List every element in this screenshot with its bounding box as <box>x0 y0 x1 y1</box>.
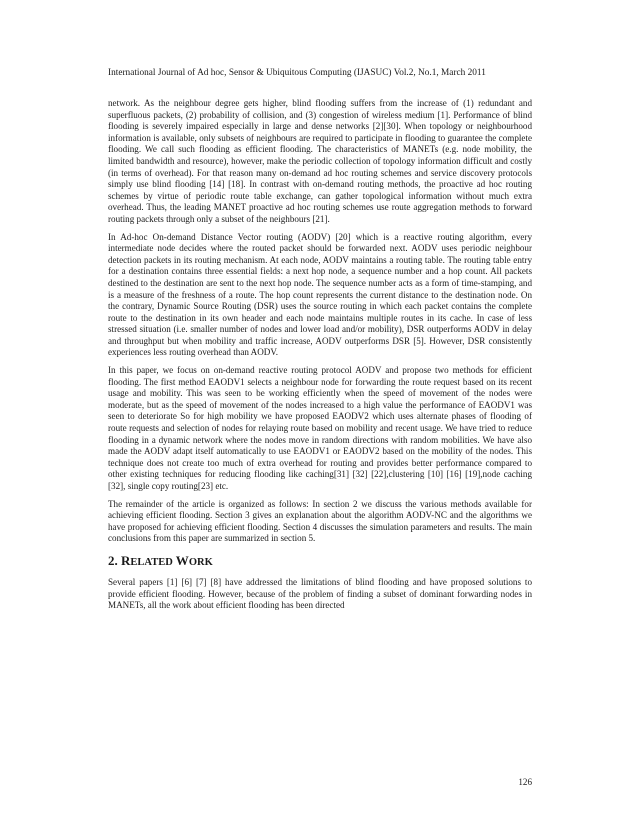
article-body <box>108 98 532 618</box>
heading-part-work: ORK <box>188 556 213 568</box>
paragraph-aodv-dsr: In Ad-hoc On-demand Distance Vector routing (AODV) [20] which is a reactive routing algorithm, every intermediate node decides where the routed packet should be forwarded next. AODV uses periodic neighbour detection packets in its routing mechanism. At each node, AODV maintains a routing table. The routing table entry for a destination contains three essential fields: a next hop node, a sequence number and a hop count. All packets destined to the destination are sent to the next hop node. The sequence number acts as a form of time-stamping, and is a measure of the freshness of a route. The hop count represents the current distance to the destination node. On the contrary, Dynamic Source Routing (DSR) uses the source routing in which each packet contains the complete route to the destination in its own header and each node maintains multiple routes in its cache. In case of less stressed situation (i.e. smaller number of nodes and lower load and/or mobility), DSR outperforms AODV in delay and throughput but when mobility and traffic increase, AODV outperforms DSR [5]. However, DSR consistently experiences less routing overhead than AODV. <box>108 231 532 358</box>
heading-part-initial-w: W <box>172 552 189 568</box>
paragraph-article-organization: The remainder of the article is organized as follows: In section 2 we discuss the various methods available for achieving efficient flooding. Section 3 gives an explanation about the algorithm AODV-NC and the algorithms we have proposed for achieving efficient flooding. Section 4 discusses the simulation parameters and results. The main conclusions from this paper are summarized in section 5. <box>108 498 532 544</box>
heading-part-related: ELATED <box>130 556 173 568</box>
paragraph-proposed-methods: In this paper, we focus on on-demand reactive routing protocol AODV and propose two methods for efficient flooding. The first method EAODV1 selects a neighbour node for forwarding the route request based on its recent usage and mobility. This was seen to be working efficiently when the speed of movement of the nodes were moderate, but as the speed of movement of the nodes increased to a high value the performance of EAODV1 was seen to deteriorate So for high mobility we have proposed EAODV2 which uses alternate phases of flooding of route requests and selection of nodes for relaying route based on mobility and recent usage. We have tried to reduce flooding in a dynamic network where the nodes move in random directions with random mobilities. We have also made the AODV adapt itself automatically to use EAODV1 or EAODV2 based on the mobility of the nodes. This technique does not create too much of extra overhead for routing and provides better performance compared to other existing techniques for reducing flooding like caching[31] [32] [22],clustering [10] [16] [19],node caching [32], single copy routing[23] etc. <box>108 365 532 491</box>
heading-part-number: 2. R <box>108 552 131 568</box>
running-header: International Journal of Ad hoc, Sensor & Ubiquitous Computing (IJASUC) Vol.2, No.1, March 2011 <box>108 68 486 78</box>
paragraph-flooding-background: network. As the neighbour degree gets higher, blind flooding suffers from the increase of (1) redundant and superfluous packets, (2) probability of collision, and (3) congestion of wireless medium [1]. Performance of blind flooding is severely impaired especially in large and dense networks [2][30]. When topology or neighbourhood information is available, only subsets of neighbours are required to participate in flooding to guarantee the complete flooding. We call such flooding as efficient flooding. The characteristics of MANETs (e.g. node mobility, the limited bandwidth and resource), however, make the periodic collection of topology information difficult and costly (in terms of overhead). For that reason many on-demand ad hoc routing schemes and service discovery protocols simply use blind flooding [14] [18]. In contrast with on-demand routing methods, the proactive ad hoc routing schemes by virtue of periodic route table exchange, can gather topological information without much extra overhead. Thus, the leading MANET proactive ad hoc routing schemes use route aggregation methods to forward routing packets through only a subset of the neighbours [21]. <box>108 98 532 224</box>
paragraph-related-work: Several papers [1] [6] [7] [8] have addressed the limitations of blind flooding and have proposed solutions to provide efficient flooding. However, because of the problem of finding a subset of dominant forwarding nodes in MANETs, all the work about efficient flooding has been directed <box>108 576 532 611</box>
section-heading-related-work <box>108 553 532 571</box>
page-number: 126 <box>518 777 532 787</box>
